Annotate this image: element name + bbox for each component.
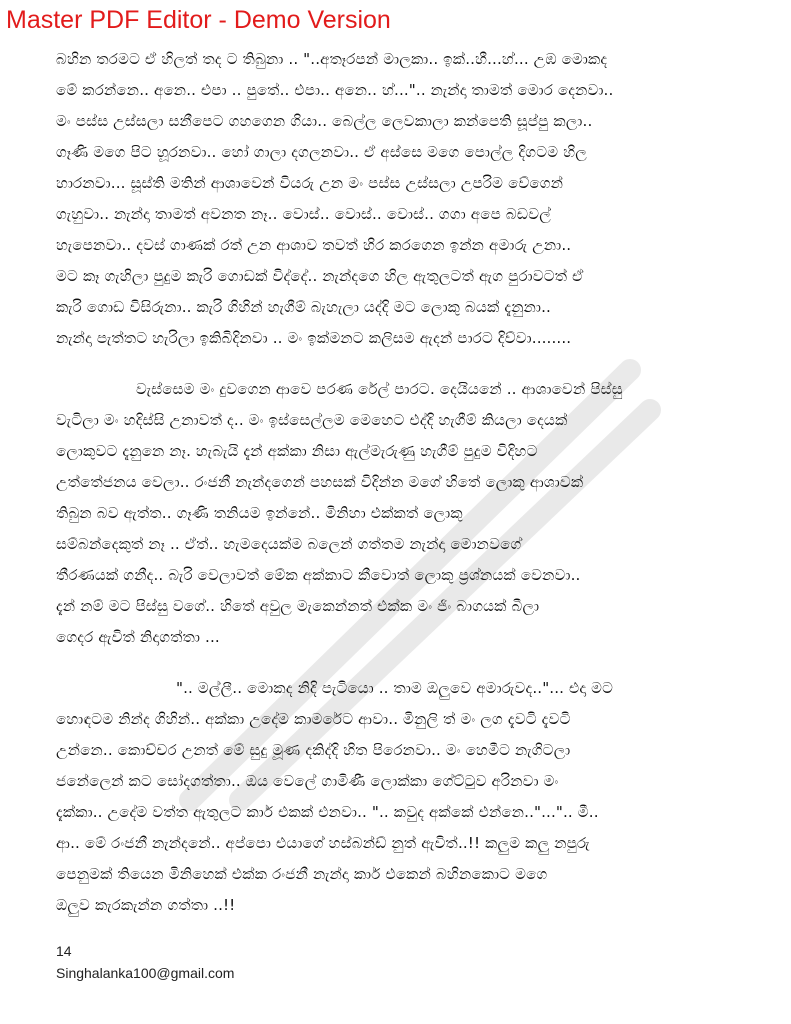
text-line: ලොකුවට දැනුනෙ නෑ. හැබැයි දැන් අක්කා නිසා ඇල්මැරුණු හැගීම් පුදුම විදිහට [56, 442, 538, 460]
paragraph-3 [56, 673, 746, 921]
text-line: සම්බන්දෙකුත් නෑ .. ඒත්.. හැමදෙයක්ම බලෙන් ගත්තම නැන්දා මොනවගේ [56, 535, 522, 553]
text-line: උත්තේජනය වෙලා.. රංජනී නැන්දගෙන් පහසක් විදින්න මගේ හිතේ ලොකු ආශාවක් [56, 473, 584, 491]
text-line: නැන්දා පැත්තට හැරිලා ඉකිබිදිනවා .. මං ඉක්මනට කලිසම ඇදන් පාරට දිව්වා........ [56, 329, 572, 347]
text-line: මේ කරන්නෙ.. අනෙ.. එපා .. පුතේ.. එපා.. අනෙ.. හ්...".. නැන්දා තාමත් මොර දෙනවා.. [56, 81, 614, 99]
document-body [56, 44, 746, 921]
text-line: උන්නෙ.. කොච්චර උනත් මේ සුදු මූණ දකිද්දි හිත පිරෙනවා.. මං හෙමීට නැගිටලා [56, 741, 571, 759]
paragraph-2 [56, 374, 746, 653]
text-line: ගැහුවා.. නැන්දා තාමත් අවනත නෑ.. වොස්.. වොස්.. වොස්.. ගගා අපෙ බඩවල් [56, 205, 551, 223]
text-line: බහින තරමට ඒ හිලත් තද ට තිබුනා .. "..අතෑරපන් මාලකා.. ඉක්..හී...හ්... උඹ මොකද [56, 50, 608, 68]
paragraph-1 [56, 44, 746, 354]
text-line: ජනේලෙන් කට සෝදගත්තා.. ඔය වෙලේ ගාමිණී ලොක්කා ගේට්ටුව අරිනවා මං [56, 772, 559, 790]
text-line: හාරනවා... සූස්ති මතින් ආශාවෙන් වියරු උන මං පස්ස උස්සලා උපරිම වේගෙන් [56, 174, 564, 192]
text-line: ඔලුව කැරකැන්න ගත්තා ..!! [56, 896, 236, 914]
text-line: මට කෑ ගැහිලා පුදුම කැරි ගොඩක් විද්දේ.. නැන්දගෙ හිල ඇතුලටත් ඇග පුරාවටත් ඒ [56, 267, 584, 285]
text-line: වැස්සෙම මං දුවගෙන ආවෙ පරණ රේල් පාරට. දෙයියනේ .. ආශාවෙන් පිස්සු [136, 380, 623, 398]
text-line: තීරණයක් ගනීද.. බැරි වෙලාවත් මේක අක්කාට කීවොත් ලොකු ප්‍රශ්නයක් වෙනවා.. [56, 566, 581, 584]
text-line: හොඳටම නින්ද ගිහින්.. අක්කා උදේම කාමරේට ආවා.. මිනුලි ත් මං ලග දැවටි දැවටි [56, 710, 571, 728]
text-line: දැන් නම් මට පිස්සු වගේ.. හිතේ අවුල මැකෙන්නත් එක්ක මං ජිං බාගයක් බීලා [56, 597, 540, 615]
text-line: පෙනුමක් තියෙන මිනිහෙක් එක්ක රංජනී නැන්දා කාර් එකෙන් බහිනකොට මගෙ [56, 865, 548, 883]
demo-watermark-title: Master PDF Editor - Demo Version [6, 6, 391, 34]
text-line: දැක්කා.. උදේම වත්ත ඇතුලට කාර් එකක් එනවා.. ".. කවුද අක්කේ එන්නෙ.."...".. මී.. [56, 803, 599, 821]
text-line: කැරි ගොඩ විසිරුනා.. කැරි ගිහින් හැගීම් බැහැලා යද්දි මට ලොකු බයක් දැනුනා.. [56, 298, 551, 316]
text-line: ".. මල්ලී.. මොකද නිදි පැටියො .. තාම ඔලුවෙ අමාරුවද.."... එදා මට [176, 679, 614, 697]
text-line: ගෙදර ඇවිත් නිදාගත්තා ... [56, 628, 220, 646]
text-line: තිබුන බව ඇත්ත.. ගෑණි තනියම ඉන්නේ.. මිනිහා එක්කත් ලොකු [56, 504, 463, 522]
author-email: Singhalanka100@gmail.com [56, 965, 235, 981]
page-number: 14 [56, 943, 72, 959]
text-line: ආ.. මේ රංජනී නැන්දනේ.. අප්පො එයාගේ හස්බන්ඩ් නුත් ඇවිත්..!! කලුම කලු නපුරු [56, 834, 590, 852]
text-line: මං පස්ස උස්සලා සනීපෙට ගහගෙන ගියා.. බෙල්ල ලෙවකාලා කන්පෙති සූප්පු කලා.. [56, 112, 593, 130]
text-line: ගෑණි මගෙ පිට හූරනවා.. හෝ ගාලා දගලනවා.. ඒ අස්සෙ මගෙ පොල්ල දිගටම හිල [56, 143, 587, 161]
page-footer [56, 942, 234, 982]
text-line: හැපෙනවා.. දවස් ගාණක් රත් උන ආශාව තවත් හිර කරගෙන ඉන්න අමාරු උනා.. [56, 236, 572, 254]
text-line: වැටිලා මං හදිස්සි උනාවත් ද.. මං ඉස්සෙල්ලම මෙහෙට එද්දි හැගීම් කියලා දෙයක් [56, 411, 568, 429]
